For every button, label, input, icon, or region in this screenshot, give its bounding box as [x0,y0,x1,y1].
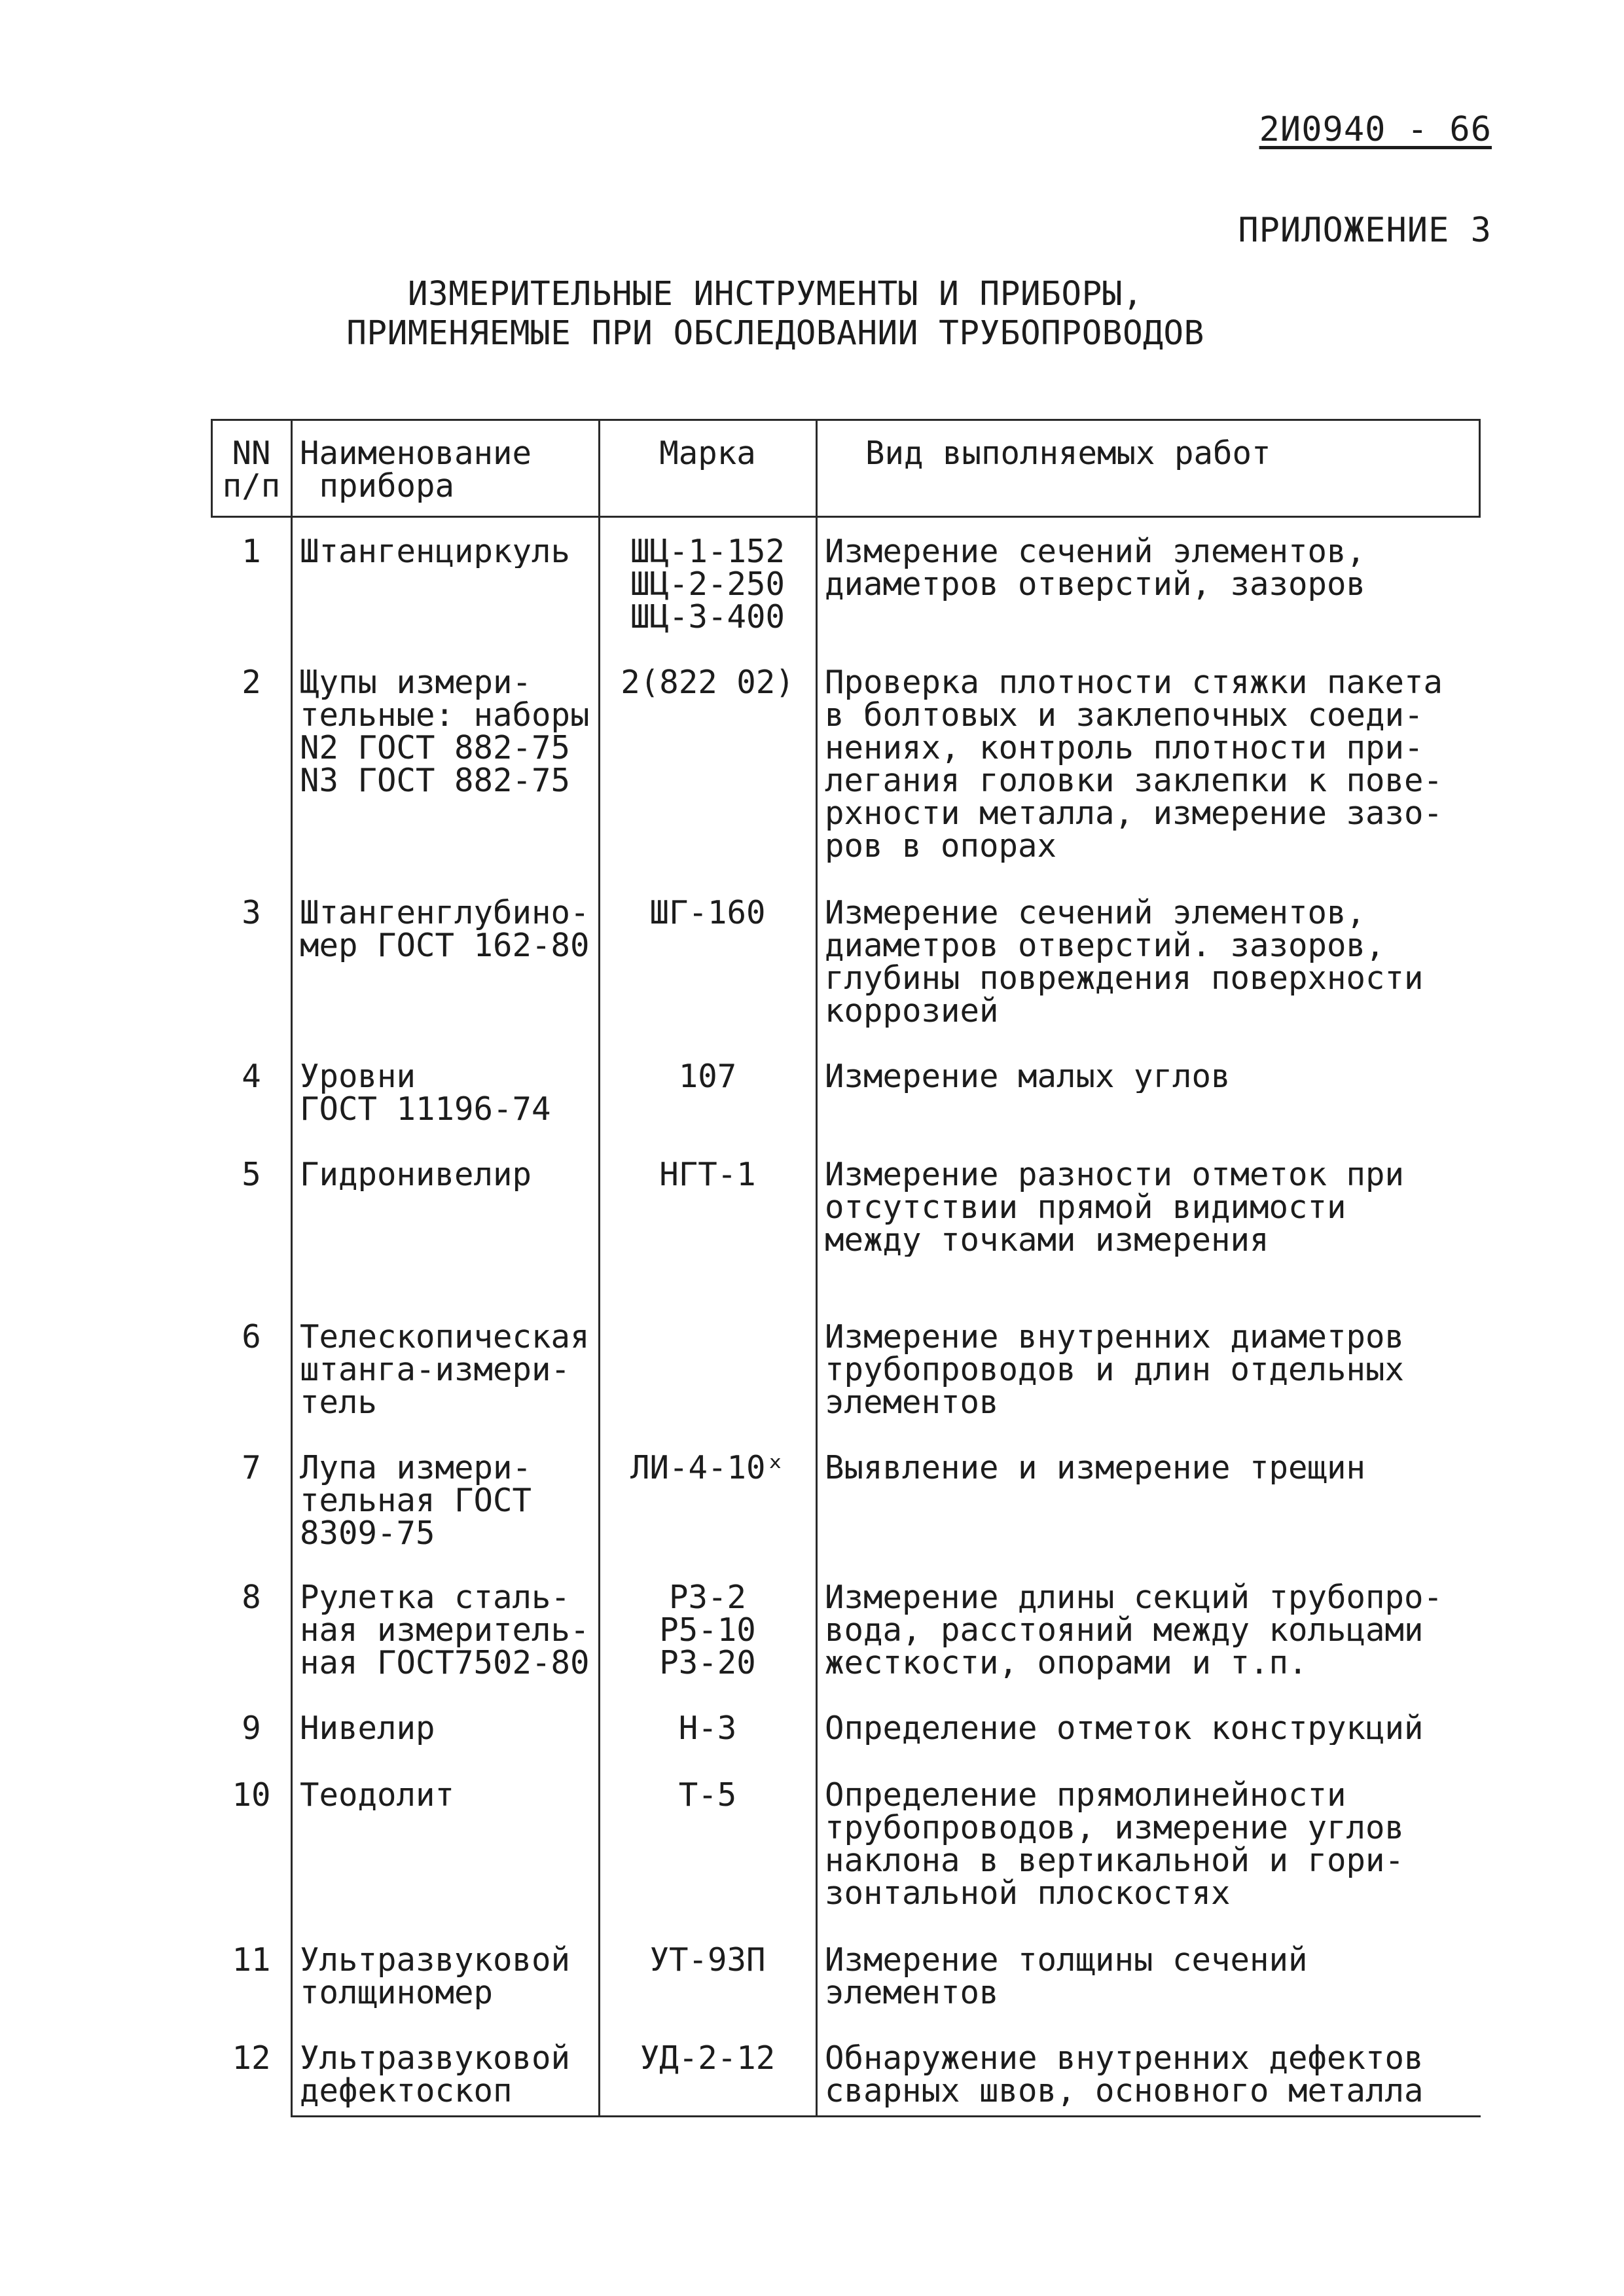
row-work: Определение отметок конструкций [825,1712,1424,1745]
row-num: 5 [242,1158,261,1191]
table-left-border [211,419,213,516]
row-num: 11 [232,1944,271,1977]
row-work: Проверка плотности стяжки пакета в болтовых и заклепочных соеди- нениях, контроль плотности при- легания головки заклепки к пове- рхности металла, измерение зазо- ров в опорах [825,666,1443,863]
row-num: 2 [242,666,261,699]
document-number: 2И0940 - 66 [1259,110,1492,149]
header-num: NN п/п [222,437,281,503]
row-name: Уровни ГОСТ 11196-74 [300,1060,551,1126]
row-work: Определение прямолинейности трубопроводов, измерение углов наклона в вертикальной и гори- зонтальной плоскостях [825,1779,1405,1910]
row-num: 9 [242,1712,261,1745]
title-line-2: ПРИМЕНЯЕМЫЕ ПРИ ОБСЛЕДОВАНИИ ТРУБОПРОВОДОВ [346,314,1204,353]
row-name: Лупа измери- тельная ГОСТ 8309-75 [300,1452,532,1550]
row-work: Обнаружение внутренних дефектов сварных швов, основного металла [825,2042,1424,2108]
row-work: Измерение сечений элементов, диаметров отверстий, зазоров [825,535,1366,601]
row-num: 3 [242,897,261,929]
row-name: Ультразвуковой толщиномер [300,1944,571,2009]
row-mark: УТ-93П [649,1944,766,1977]
header-mark: Марка [659,437,756,470]
row-num: 7 [242,1452,261,1484]
table-top-border [211,419,1481,421]
header-work: Вид выполняемых работ [865,437,1271,470]
row-name: Штангенциркуль [300,535,571,568]
row-work: Измерение толщины сечений элементов [825,1944,1308,2009]
header-bottom-border [211,516,1481,518]
row-mark: ШГ-160 [649,897,766,929]
row-num: 12 [232,2042,271,2075]
row-mark: ЛИ-4-10ˣ [630,1452,785,1484]
row-mark: 2(822 02) [621,666,795,699]
row-mark: Т-5 [678,1779,737,1812]
row-mark: РЗ-2 Р5-10 РЗ-20 [659,1581,756,1679]
column-divider-name [598,419,600,2117]
appendix-label: ПРИЛОЖЕНИЕ 3 [1238,211,1492,250]
row-work: Измерение внутренних диаметров трубопроводов и длин отдельных элементов [825,1321,1405,1419]
row-num: 4 [242,1060,261,1093]
row-mark: НГТ-1 [659,1158,756,1191]
row-work: Выявление и измерение трещин [825,1452,1366,1484]
header-name: Наименование прибора [300,437,532,503]
instruments-table [211,419,1481,2121]
row-work: Измерение разности отметок при отсутствии прямой видимости между точками измерения [825,1158,1405,1257]
row-name: Ультразвуковой дефектоскоп [300,2042,571,2108]
row-work: Измерение длины секций трубопро- вода, расстояний между кольцами жесткости, опорами и т.п. [825,1581,1443,1679]
row-work: Измерение малых углов [825,1060,1231,1093]
page-title [0,275,1587,353]
table-bottom-border [291,2115,1481,2117]
column-divider-num [291,419,293,2117]
row-mark: 107 [678,1060,737,1093]
row-name: Теодолит [300,1779,455,1812]
row-mark: УД-2-12 [640,2042,776,2075]
table-right-border [1479,419,1481,516]
row-num: 10 [232,1779,271,1812]
row-mark: Н-3 [678,1712,737,1745]
row-name: Телескопическая штанга-измери- тель [300,1321,590,1419]
row-name: Нивелир [300,1712,435,1745]
row-work: Измерение сечений элементов, диаметров отверстий. зазоров, глубины повреждения поверхности коррозией [825,897,1424,1028]
row-name: Штангенглубино- мер ГОСТ 162-80 [300,897,590,962]
row-num: 8 [242,1581,261,1614]
row-mark: ШЦ-1-152 ШЦ-2-250 ШЦ-3-400 [630,535,785,634]
row-name: Рулетка сталь- ная измеритель- ная ГОСТ7502-80 [300,1581,590,1679]
row-num: 6 [242,1321,261,1354]
row-name: Щупы измери- тельные: наборы N2 ГОСТ 882-75 N3 ГОСТ 882-75 [300,666,590,797]
row-num: 1 [242,535,261,568]
title-line-1: ИЗМЕРИТЕЛЬНЫЕ ИНСТРУМЕНТЫ И ПРИБОРЫ, [407,275,1144,314]
column-divider-mark [816,419,818,2117]
row-name: Гидронивелир [300,1158,532,1191]
